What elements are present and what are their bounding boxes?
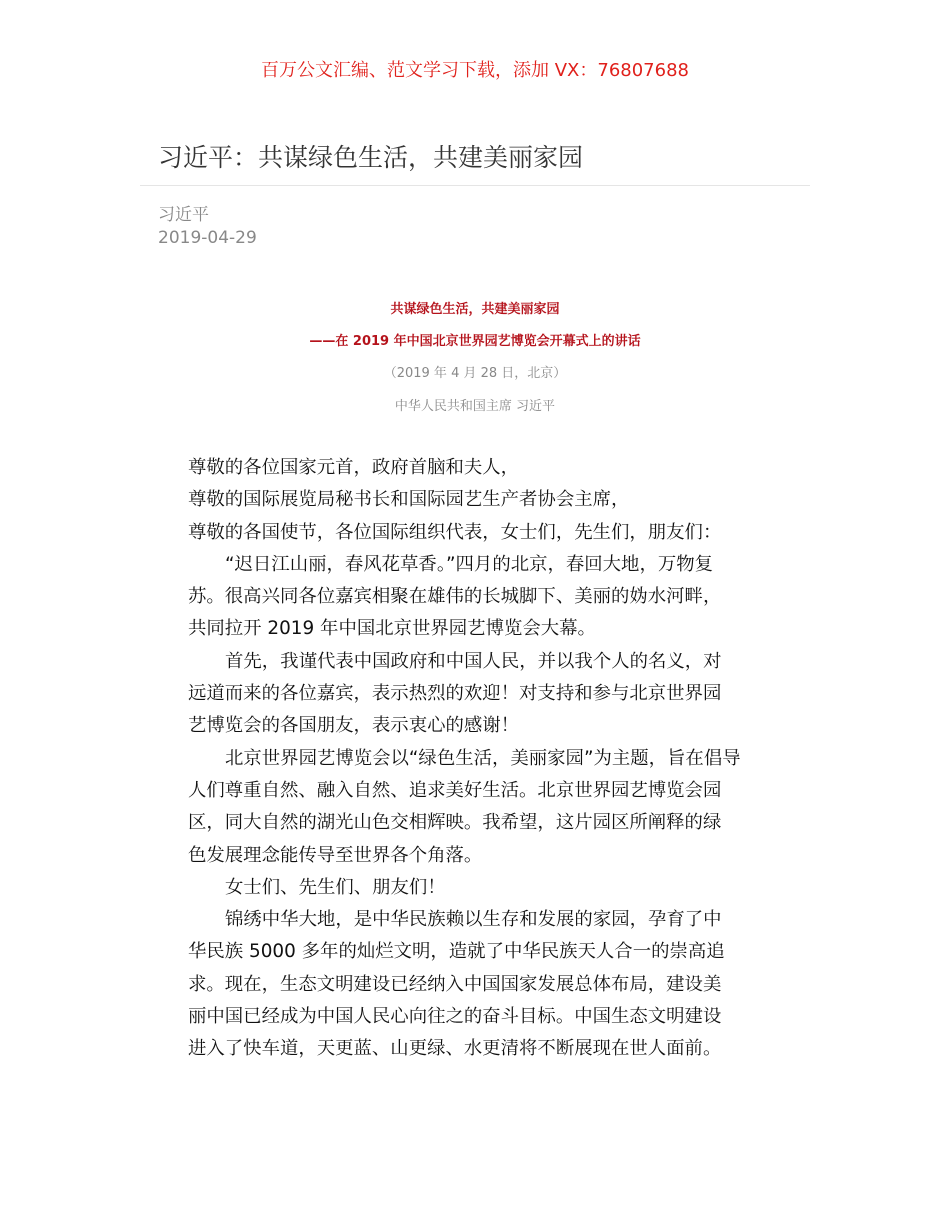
body-line: 进入了快车道，天更蓝、山更绿、水更清将不断展现在世人面前。 [188, 1038, 722, 1060]
body-line: 人们尊重自然、融入自然、追求美好生活。北京世界园艺博览会园 [188, 779, 722, 801]
body-line: “迟日江山丽，春风花草香。”四月的北京，春回大地，万物复 [225, 553, 714, 575]
divider [140, 185, 810, 186]
body-line: 区，同大自然的湖光山色交相辉映。我希望，这片园区所阐释的绿 [188, 812, 722, 834]
body-line: 锦绣中华大地，是中华民族赖以生存和发展的家园，孕育了中 [225, 909, 722, 931]
body-line: 求。现在，生态文明建设已经纳入中国国家发展总体布局，建设美 [188, 973, 722, 995]
article-date: 2019-04-29 [158, 228, 257, 248]
body-line: 尊敬的国际展览局秘书长和国际园艺生产者协会主席， [188, 489, 630, 511]
article-meta [158, 204, 257, 250]
body-line: 艺博览会的各国朋友，表示衷心的感谢！ [188, 715, 520, 737]
body-line: 尊敬的各位国家元首，政府首脑和夫人， [188, 457, 520, 478]
body-line: 远道而来的各位嘉宾，表示热烈的欢迎！对支持和参与北京世界园 [188, 683, 722, 705]
body-line: 女士们、先生们、朋友们！ [225, 876, 446, 898]
speech-heading: 共谋绿色生活，共建美丽家园 [390, 302, 560, 317]
body-line: 华民族 5000 多年的灿烂文明，造就了中华民族天人合一的崇高追 [188, 941, 725, 963]
body-line: 北京世界园艺博览会以“绿色生活，美丽家园”为主题，旨在倡导 [225, 747, 741, 769]
article-author: 习近平 [158, 205, 209, 225]
body-line: 苏。很高兴同各位嘉宾相聚在雄伟的长城脚下、美丽的妫水河畔， [188, 586, 722, 608]
body-line: 首先，我谨代表中国政府和中国人民，并以我个人的名义，对 [225, 650, 722, 672]
body-line: 共同拉开 2019 年中国北京世界园艺博览会大幕。 [188, 618, 596, 640]
body-line: 色发展理念能传导至世界各个角落。 [188, 844, 483, 866]
article-title: 习近平：共谋绿色生活，共建美丽家园 [158, 143, 584, 172]
speech-subheading: ——在 2019 年中国北京世界园艺博览会开幕式上的讲话 [309, 334, 641, 349]
body-line: 尊敬的各国使节，各位国际组织代表，女士们，先生们，朋友们： [188, 521, 722, 543]
speech-speaker: 中华人民共和国主席 习近平 [394, 399, 556, 414]
body-line: 丽中国已经成为中国人民心向往之的奋斗目标。中国生态文明建设 [188, 1006, 722, 1028]
speech-body [188, 452, 768, 1066]
promo-banner: 百万公文汇编、范文学习下载，添加 VX：76807688 [261, 60, 689, 81]
speech-place-date: （2019 年 4 月 28 日，北京） [383, 366, 567, 381]
